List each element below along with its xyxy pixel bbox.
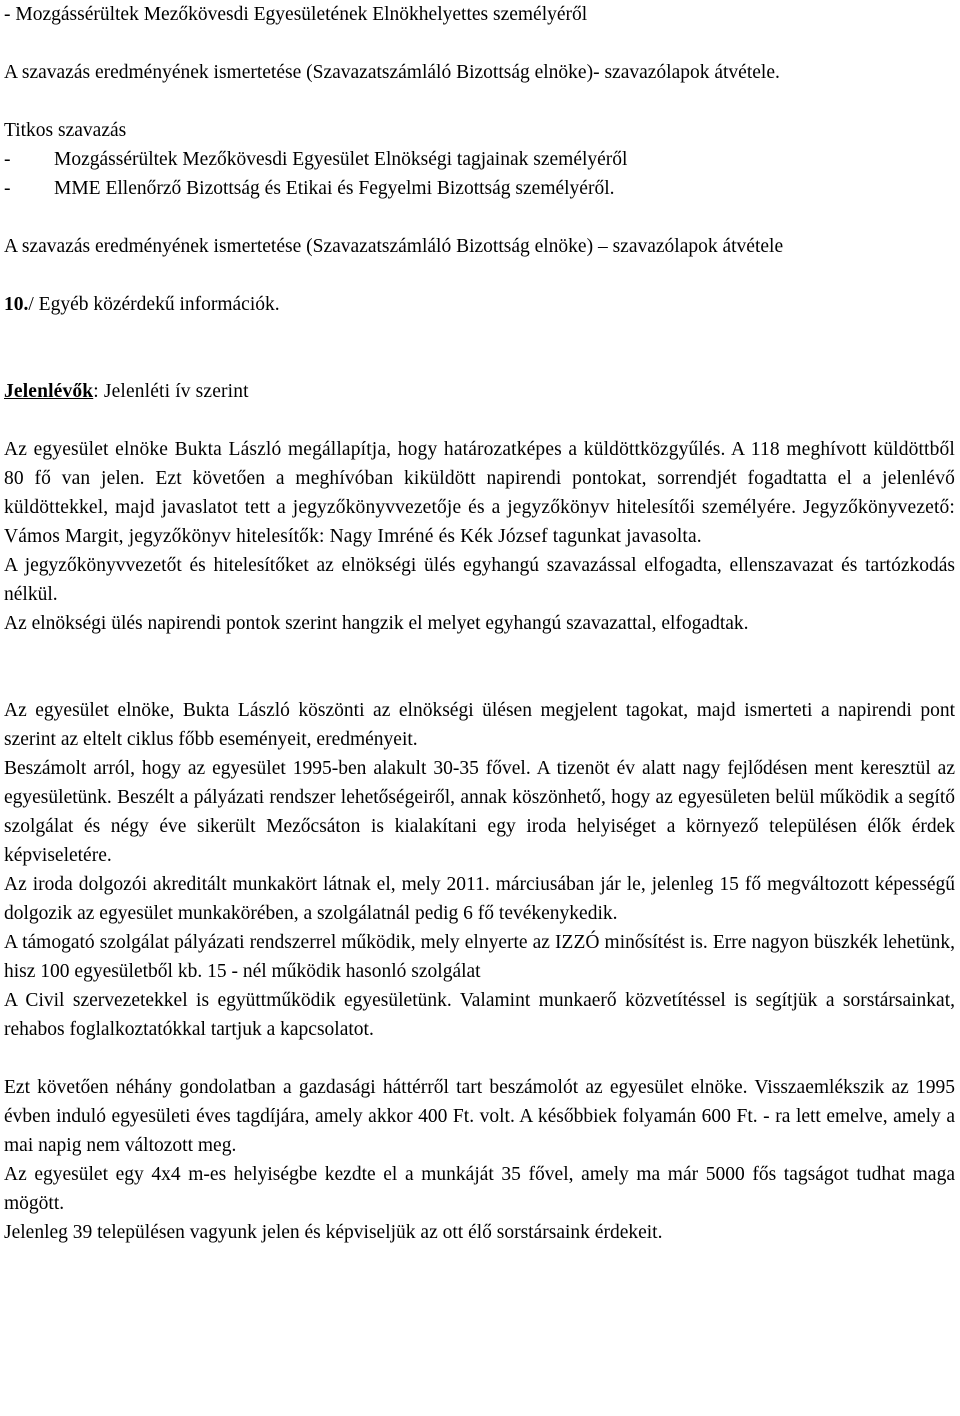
secret-vote-item — [4, 174, 955, 203]
spacer — [4, 638, 955, 696]
attendees-label: Jelenlévők — [4, 381, 94, 402]
para-support-service: A támogató szolgálat pályázati rendszerrel működik, mely elnyerte az IZZÓ minősítést is. Erre nagyon büszkék lehetünk, hisz 100 egyesületből kb. 15 - nél működik hasonló szolgálat — [4, 932, 955, 982]
para-history: Beszámolt arról, hogy az egyesület 1995-ben alakult 30-35 fővel. A tizenöt év alatt nagy fejlődésen ment keresztül az egyesületünk. Beszélt a pályázati rendszer lehetőségeiről, annak köszönhető, hogy az egyesületen belül működik a segítő szolgálat és négy éve sikerült Mezőcsáton is kialakítani egy iroda helyiséget a környező településen élők érdek képviseletére. — [4, 758, 955, 866]
line-vice-president: - Mozgássérültek Mezőkövesdi Egyesületének Elnökhelyettes személyéről — [4, 4, 588, 25]
secret-vote-item-text: Mozgássérültek Mezőkövesdi Egyesület Elnökségi tagjainak személyéről — [54, 149, 628, 170]
secret-vote-item-text: MME Ellenőrző Bizottság és Etikai és Fegyelmi Bizottság személyéről. — [54, 178, 615, 199]
dash-marker: - — [4, 149, 11, 170]
para-membership: Az egyesület egy 4x4 m-es helyiségbe kezdte el a munkáját 35 fővel, amely ma már 5000 fős tagságot tudhat maga mögött. — [4, 1164, 955, 1214]
para-president-greeting: Az egyesület elnöke, Bukta László köszönti az elnökségi ülésen megjelent tagokat, majd ismerteti a napirendi pont szerint az eltelt ciklus főbb eseményeit, eredményeit. — [4, 700, 955, 750]
spacer — [4, 406, 955, 435]
para-quorum: Az egyesület elnöke Bukta László megállapítja, hogy határozatképes a küldöttközgyűlés. A 118 meghívott küldöttből 80 fő van jelen. Ezt követően a meghívóban kiküldött napirendi pontokat, sorrendjét fogadtatta el a jelenlévő küldöttekkel, majd javaslatot tett a jegyzőkönyvvezetője és a jegyzőkönyv hitelesítői személyére. Jegyzőkönyvezető: Vámos Margit, jegyzőkönyv hitelesítők: Nagy Imréné és Kék József tagunkat javasolta. — [4, 439, 955, 547]
spacer — [4, 319, 955, 377]
para-agenda-approval: Az elnökségi ülés napirendi pontok szerint hangzik el melyet egyhangú szavazattal, elfogadtak. — [4, 613, 749, 634]
agenda-item-text: / Egyéb közérdekű információk. — [28, 294, 280, 315]
para-civil-cooperation: A Civil szervezetekkel is együttműködik egyesületünk. Valamint munkaerő közvetítéssel is segítjük a sorstársainkat, rehabos foglalkoztatókkal tartjuk a kapcsolatot. — [4, 990, 955, 1040]
secret-vote-title: Titkos szavazás — [4, 120, 127, 141]
agenda-item-number: 10. — [4, 294, 29, 315]
para-office-staff: Az iroda dolgozói akreditált munkakört látnak el, mely 2011. márciusában jár le, jelenleg 15 fő megváltozott képességű dolgozik az egyesület munkakörében, a szolgálatnál pedig 6 fő tevékenykedik. — [4, 874, 955, 924]
para-vote-result-1: A szavazás eredményének ismertetése (Szavazatszámláló Bizottság elnöke)- szavazólapok átvétele. — [4, 62, 780, 83]
attendees-line — [4, 377, 955, 406]
dash-marker: - — [4, 178, 11, 199]
para-economic-background: Ezt követően néhány gondolatban a gazdasági háttérről tart beszámolót az egyesület elnöke. Visszaemlékszik az 1995 évben induló egyesületi éves tagdíjára, amely akkor 400 Ft. volt. A későbbiek folyamán 600 Ft. - ra lett emelve, amely a mai napig nem változott meg. — [4, 1077, 955, 1156]
spacer — [4, 203, 955, 232]
para-settlements: Jelenleg 39 településen vagyunk jelen és képviseljük az ott élő sorstársaink érdekeit. — [4, 1222, 663, 1243]
secret-vote-item — [4, 145, 955, 174]
document-page — [4, 0, 955, 1247]
spacer — [4, 261, 955, 290]
spacer — [4, 1044, 955, 1073]
attendees-text: : Jelenléti ív szerint — [93, 381, 249, 402]
spacer — [4, 29, 955, 58]
spacer — [4, 87, 955, 116]
para-vote-result-2: A szavazás eredményének ismertetése (Szavazatszámláló Bizottság elnöke) – szavazólapok átvétele — [4, 236, 784, 257]
para-minutes-approval: A jegyzőkönyvvezetőt és hitelesítőket az elnökségi ülés egyhangú szavazással elfogadta, ellenszavazat és tartózkodás nélkül. — [4, 555, 955, 605]
agenda-item-10 — [4, 290, 955, 319]
